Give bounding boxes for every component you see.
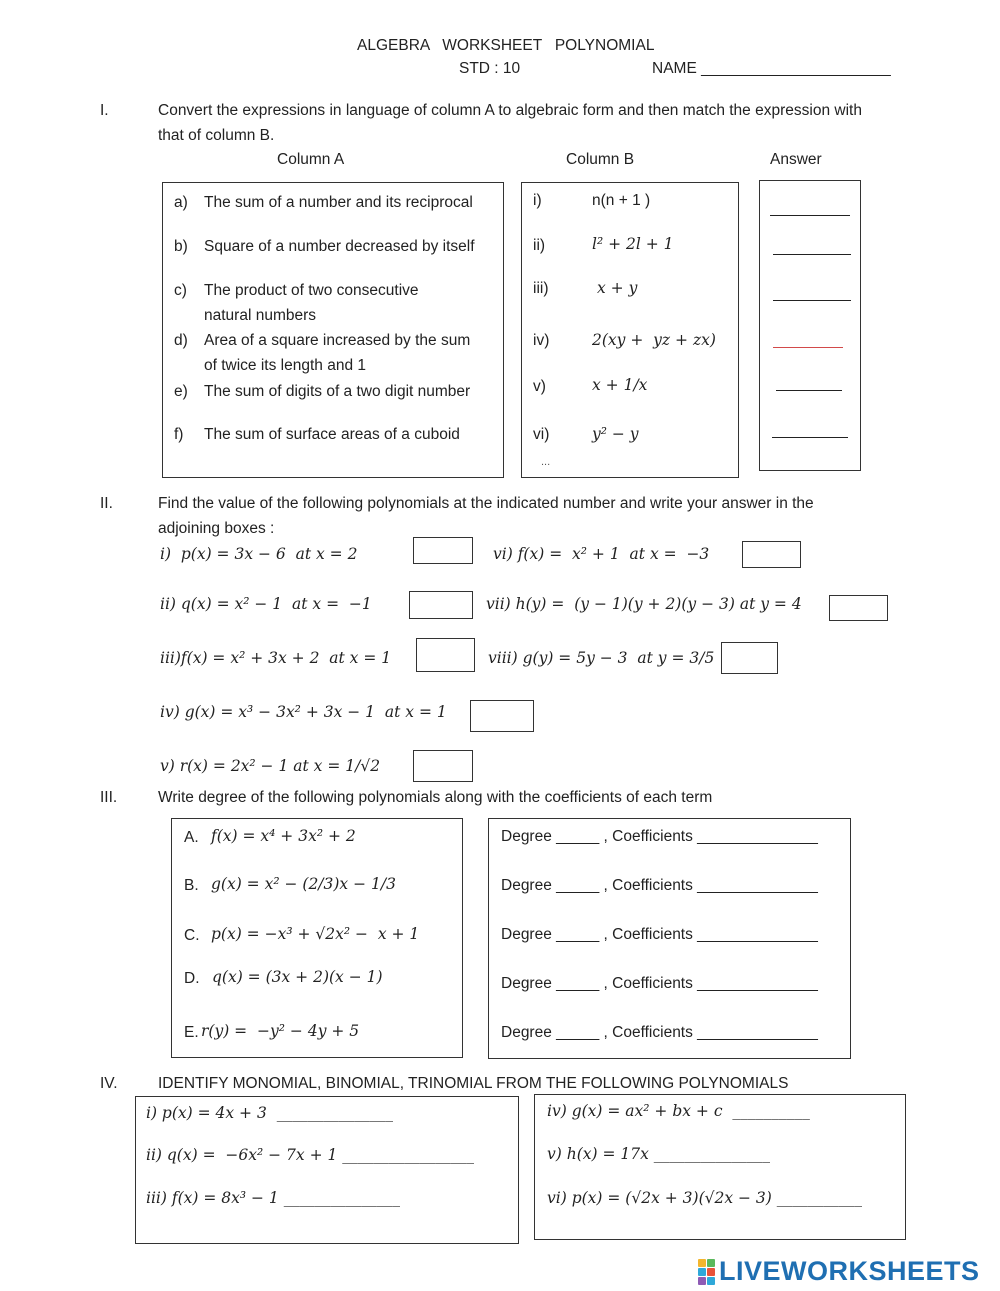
col-a-text: Square of a number decreased by itself — [204, 238, 475, 255]
polynomial-expr: q(x) = (3x + 2)(x − 1) — [212, 968, 383, 986]
answer-box — [759, 180, 861, 471]
section-3-numeral: III. — [100, 789, 118, 806]
degree-coefficient-line[interactable]: Degree _____ , Coefficients ______________ — [501, 1024, 818, 1041]
col-a-text: The sum of a number and its reciprocal — [204, 194, 473, 211]
col-a-text-cont: natural numbers — [204, 307, 317, 324]
identify-item[interactable]: vi) p(x) = (√2x + 3)(√2x − 3) ___________ — [547, 1189, 863, 1207]
polynomial-label: D. — [184, 970, 200, 987]
col-a-label: a) — [174, 194, 188, 211]
col-a-label: c) — [174, 282, 187, 299]
polynomial-label: E. — [184, 1024, 199, 1041]
col-a-text: Area of a square increased by the sum — [204, 332, 471, 349]
evaluation-item: v) r(x) = 2x² − 1 at x = 1/√2 — [160, 757, 381, 775]
answer-input-box[interactable] — [413, 537, 473, 564]
answer-input-box[interactable] — [742, 541, 801, 568]
degree-coefficient-line[interactable]: Degree _____ , Coefficients ______________ — [501, 975, 818, 992]
evaluation-item: iii)f(x) = x² + 3x + 2 at x = 1 — [160, 649, 392, 667]
evaluation-item: ii) q(x) = x² − 1 at x = −1 — [160, 595, 372, 613]
col-b-expr: l² + 2l + 1 — [592, 235, 674, 253]
polynomial-expr: p(x) = −x³ + √2x² − x + 1 — [211, 925, 420, 943]
answer-input-box[interactable] — [470, 700, 534, 732]
answer-input-box[interactable] — [416, 638, 475, 672]
col-a-text: The sum of digits of a two digit number — [204, 383, 471, 400]
identify-item[interactable]: iv) g(x) = ax² + bx + c __________ — [547, 1102, 810, 1120]
evaluation-item: iv) g(x) = x³ − 3x² + 3x − 1 at x = 1 — [160, 703, 447, 721]
col-a-label: e) — [174, 383, 188, 400]
col-b-label: v) — [533, 378, 546, 395]
polynomial-label: B. — [184, 877, 199, 894]
col-a-label: b) — [174, 238, 188, 255]
section-2-instruction-cont: adjoining boxes : — [158, 520, 275, 537]
section-4-instruction: IDENTIFY MONOMIAL, BINOMIAL, TRINOMIAL FROM THE FOLLOWING POLYNOMIALS — [158, 1075, 789, 1092]
liveworksheets-logo-text: LIVEWORKSHEETS — [719, 1256, 980, 1286]
answer-line[interactable] — [776, 390, 842, 391]
degree-coefficient-line[interactable]: Degree _____ , Coefficients ______________ — [501, 877, 818, 894]
section-3-instruction: Write degree of the following polynomials along with the coefficients of each term — [158, 789, 713, 806]
answer-line[interactable] — [772, 437, 848, 438]
section-1-numeral: I. — [100, 102, 109, 119]
col-b-expr: y² − y — [592, 425, 639, 443]
answer-line[interactable] — [773, 300, 851, 301]
polynomial-expr: f(x) = x⁴ + 3x² + 2 — [211, 827, 356, 845]
polynomial-label: C. — [184, 927, 200, 944]
section-1-instruction: Convert the expressions in language of column A to algebraic form and then match the expression with — [158, 102, 862, 119]
col-b-label: i) — [533, 192, 542, 209]
section-2-instruction: Find the value of the following polynomials at the indicated number and write your answer in the — [158, 495, 814, 512]
evaluation-item: i) p(x) = 3x − 6 at x = 2 — [160, 545, 358, 563]
answer-line[interactable] — [773, 254, 851, 255]
degree-coefficient-line[interactable]: Degree _____ , Coefficients ______________ — [501, 926, 818, 943]
col-a-label: d) — [174, 332, 188, 349]
section-1-instruction-cont: that of column B. — [158, 127, 275, 144]
answer-line[interactable] — [770, 215, 850, 216]
identify-item[interactable]: v) h(x) = 17x _______________ — [547, 1145, 771, 1163]
answer-input-box[interactable] — [721, 642, 778, 674]
identify-item[interactable]: ii) q(x) = −6x² − 7x + 1 _________________ — [146, 1146, 475, 1164]
liveworksheets-logo — [698, 1256, 980, 1287]
col-b-label: iii) — [533, 280, 549, 297]
evaluation-item: viii) g(y) = 5y − 3 at y = 3/5 — [488, 649, 715, 667]
col-a-text: The sum of surface areas of a cuboid — [204, 426, 460, 443]
answer-input-box[interactable] — [409, 591, 473, 619]
column-b-header: Column B — [566, 151, 635, 168]
section-2-numeral: II. — [100, 495, 113, 512]
identify-item[interactable]: i) p(x) = 4x + 3 _______________ — [146, 1104, 393, 1122]
col-a-text-cont: of twice its length and 1 — [204, 357, 366, 374]
worksheet-title: ALGEBRA WORKSHEET POLYNOMIAL — [357, 37, 655, 54]
name-field[interactable]: NAME ______________________ — [652, 60, 891, 77]
col-a-text: The product of two consecutive — [204, 282, 419, 299]
section-4-numeral: IV. — [100, 1075, 118, 1092]
col-b-label: vi) — [533, 426, 550, 443]
col-b-label: ii) — [533, 237, 546, 254]
evaluation-item: vii) h(y) = (y − 1)(y + 2)(y − 3) at y = 4 — [486, 595, 802, 613]
liveworksheets-logo-icon — [698, 1259, 715, 1285]
col-b-expr: x + 1/x — [592, 376, 648, 394]
col-b-expr: n(n + 1 ) — [592, 192, 651, 209]
polynomial-expr: g(x) = x² − (2/3)x − 1/3 — [211, 875, 396, 893]
col-b-label: iv) — [533, 332, 550, 349]
col-b-expr: 2(xy + yz + zx) — [592, 331, 716, 349]
column-a-header: Column A — [277, 151, 345, 168]
polynomial-expr: r(y) = −y² − 4y + 5 — [201, 1022, 360, 1040]
col-b-expr: x + y — [597, 279, 638, 297]
answer-line[interactable] — [773, 347, 843, 348]
degree-coefficient-line[interactable]: Degree _____ , Coefficients ______________ — [501, 828, 818, 845]
identify-item[interactable]: iii) f(x) = 8x³ − 1 _______________ — [146, 1189, 400, 1207]
polynomial-label: A. — [184, 829, 199, 846]
col-b-ellipsis: ... — [541, 456, 551, 468]
answer-input-box[interactable] — [829, 595, 888, 621]
evaluation-item: vi) f(x) = x² + 1 at x = −3 — [493, 545, 710, 563]
answer-header: Answer — [770, 151, 822, 168]
answer-input-box[interactable] — [413, 750, 473, 782]
std-label: STD : 10 — [459, 60, 521, 77]
col-a-label: f) — [174, 426, 184, 443]
